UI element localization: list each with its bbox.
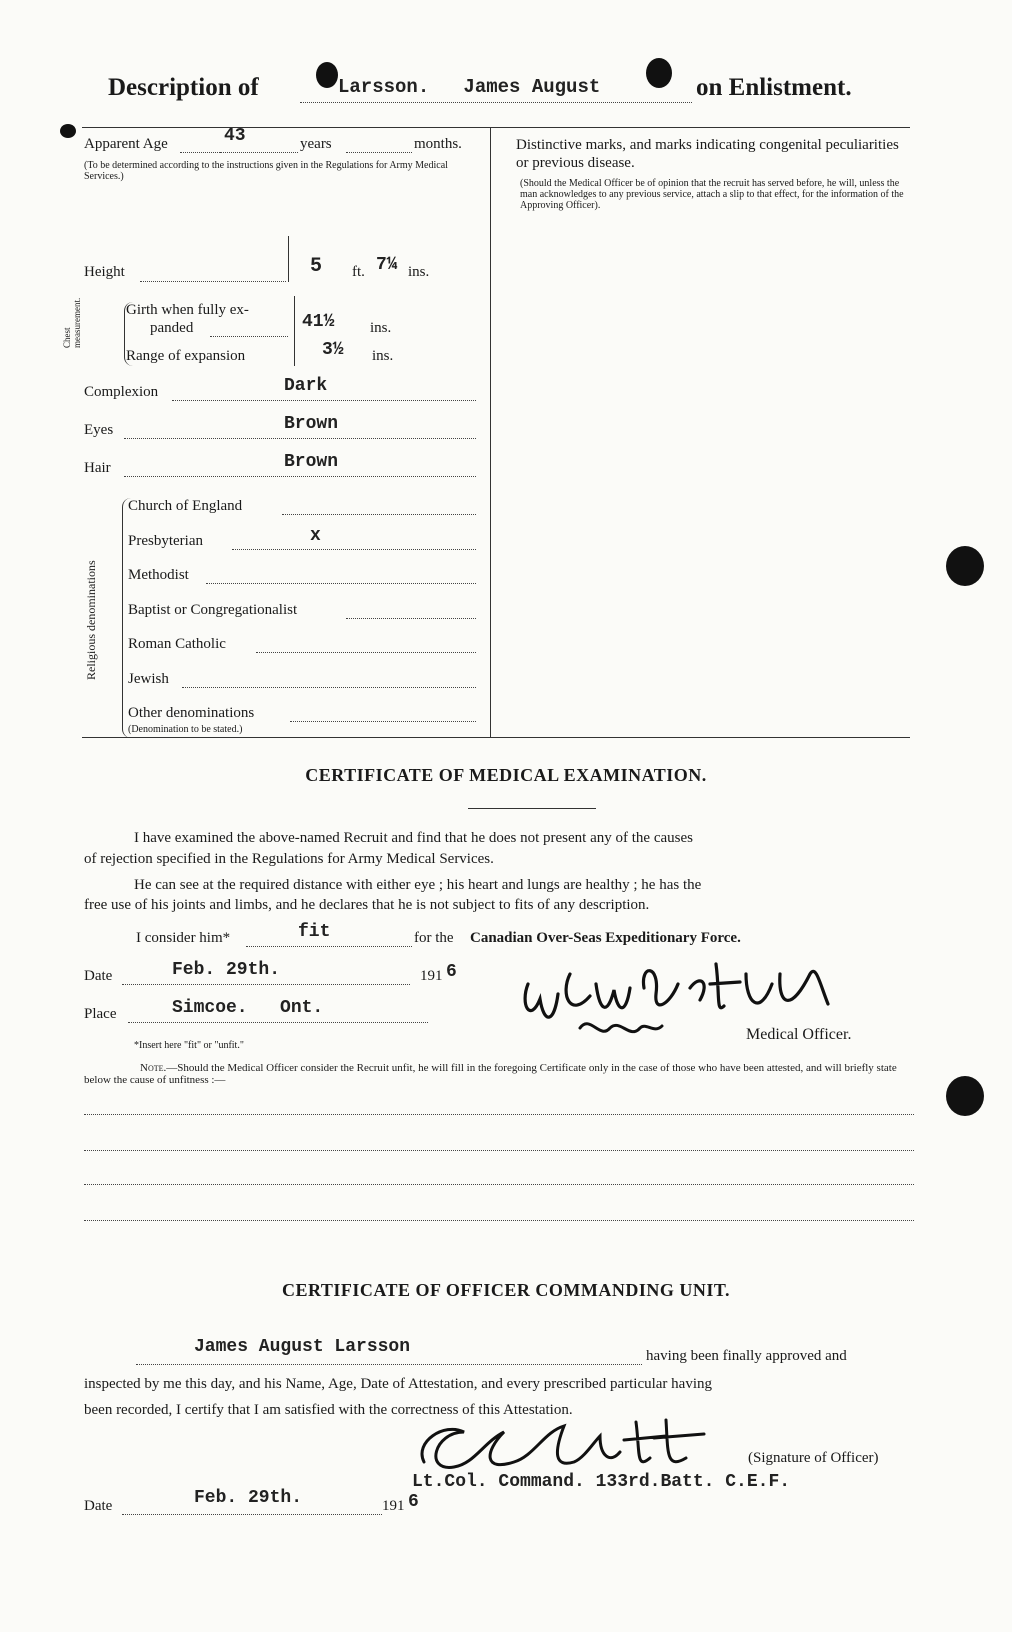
unfitness-line: [84, 1150, 914, 1151]
bottom-rule: [82, 737, 910, 738]
unfitness-line: [84, 1184, 914, 1185]
unfitness-line: [84, 1220, 914, 1221]
complexion-label: Complexion: [84, 384, 159, 400]
note-label: Note.: [140, 1062, 167, 1074]
range-label: Range of expansion: [126, 348, 246, 364]
medical-para-1a: I have examined the above-named Recruit and find that he does not present any of the causes: [134, 830, 693, 846]
punch-hole: [946, 546, 984, 586]
girth-value: 41½: [302, 312, 335, 332]
exam-place: Simcoe. Ont.: [172, 998, 324, 1018]
hair-label: Hair: [84, 460, 111, 476]
range-value: 3½: [322, 340, 344, 360]
force-name: Canadian Over-Seas Expeditionary Force.: [470, 930, 741, 946]
form-title: [0, 62, 1012, 112]
hair-value: Brown: [284, 452, 339, 472]
unfit-note: [84, 1062, 914, 1086]
girth-unit: ins.: [370, 320, 392, 336]
distinctive-marks-section: [516, 136, 906, 211]
ink-blot: [60, 124, 76, 138]
denomination-note: (Denomination to be stated.): [128, 724, 243, 735]
girth-label-2: panded: [150, 320, 194, 336]
year-digit: 6: [446, 962, 457, 982]
unfitness-line: [84, 1114, 914, 1115]
ink-blot: [316, 62, 338, 88]
medical-para-1b: of rejection specified in the Regulations for Army Medical Services.: [84, 851, 494, 867]
insert-note: *Insert here "fit" or "unfit.": [134, 1040, 244, 1051]
age-value: 43: [224, 126, 246, 146]
eyes-label: Eyes: [84, 422, 114, 438]
year-prefix: 191: [420, 968, 443, 984]
height-feet: 5: [310, 255, 323, 278]
cert-year-digit: 6: [408, 1492, 419, 1512]
approved-line-3: been recorded, I certify that I am satisfied with the correctness of this Attestation.: [84, 1402, 573, 1418]
months-label: months.: [414, 136, 462, 152]
distinctive-marks-title: Distinctive marks, and marks indicating congenital peculiarities or previous disease.: [516, 137, 899, 171]
religion-item: Other denominations: [128, 705, 255, 721]
approved-line-2: inspected by me this day, and his Name, Age, Date of Attestation, and every prescribed particular having: [84, 1376, 713, 1392]
chest-side-label: Chest measurement.: [62, 297, 82, 348]
date-label: Date: [84, 968, 113, 984]
religion-item: Jewish: [128, 671, 169, 687]
complexion-value: Dark: [284, 376, 328, 396]
presbyterian-mark: x: [310, 526, 321, 546]
religion-item: Methodist: [128, 567, 189, 583]
officer-rank: Lt.Col. Command. 133rd.Batt. C.E.F.: [412, 1472, 791, 1492]
religion-item: Baptist or Congregationalist: [128, 602, 298, 618]
years-label: years: [300, 136, 332, 152]
range-unit: ins.: [372, 348, 394, 364]
approved-name: James August Larsson: [194, 1337, 411, 1357]
age-label: Apparent Age: [84, 136, 168, 152]
distinctive-marks-note: (Should the Medical Officer be of opinion that the recruit has served before, he will, unless the man acknowledges to any previous service, attach a slip to that effect, for the information of the Approving Officer).: [520, 178, 904, 211]
medical-heading: CERTIFICATE OF MEDICAL EXAMINATION.: [305, 765, 707, 785]
place-label: Place: [84, 1006, 117, 1022]
religion-item: Roman Catholic: [128, 636, 226, 652]
recruit-name: Larsson. James August: [338, 76, 601, 98]
cert-date-label: Date: [84, 1498, 113, 1514]
religion-item: Church of England: [128, 498, 243, 514]
religion-item: Presbyterian: [128, 533, 203, 549]
punch-hole: [946, 1076, 984, 1116]
ins-label: ins.: [408, 264, 430, 280]
medical-para-2a: He can see at the required distance with either eye ; his heart and lungs are healthy ; he has the: [134, 877, 702, 893]
commanding-heading: CERTIFICATE OF OFFICER COMMANDING UNIT.: [281, 1280, 731, 1300]
ft-label: ft.: [352, 264, 365, 280]
title-prefix: Description of: [108, 74, 259, 101]
ink-blot: [646, 58, 672, 88]
signature-label: (Signature of Officer): [748, 1450, 879, 1466]
girth-label: Girth when fully ex-: [126, 302, 249, 318]
column-divider: [490, 127, 491, 737]
for-label: for the: [414, 930, 454, 946]
consider-label: I consider him*: [136, 930, 231, 946]
note-text: —Should the Medical Officer consider the Recruit unfit, he will fill in the foregoing Certificate only in the case of those who have been attested, and will briefly state below the cause of unfitness :—: [84, 1062, 897, 1086]
cert-year-prefix: 191: [382, 1498, 405, 1514]
approved-line-end: having been finally approved and: [646, 1348, 847, 1364]
religion-side-label: Religious denominations: [84, 560, 98, 680]
height-label: Height: [84, 264, 125, 280]
age-note: (To be determined according to the instructions given in the Regulations for Army Medical Services.): [84, 160, 448, 182]
medical-para-2b: free use of his joints and limbs, and he declares that he is not subject to fits of any description.: [84, 897, 650, 913]
top-rule: [82, 127, 910, 128]
fit-value: fit: [298, 922, 331, 942]
cert-date: Feb. 29th.: [194, 1488, 303, 1508]
height-inches: 7¼: [376, 255, 398, 275]
title-suffix: on Enlistment.: [696, 74, 852, 101]
medical-officer-label: Medical Officer.: [746, 1026, 852, 1043]
exam-date: Feb. 29th.: [172, 960, 281, 980]
eyes-value: Brown: [284, 414, 339, 434]
